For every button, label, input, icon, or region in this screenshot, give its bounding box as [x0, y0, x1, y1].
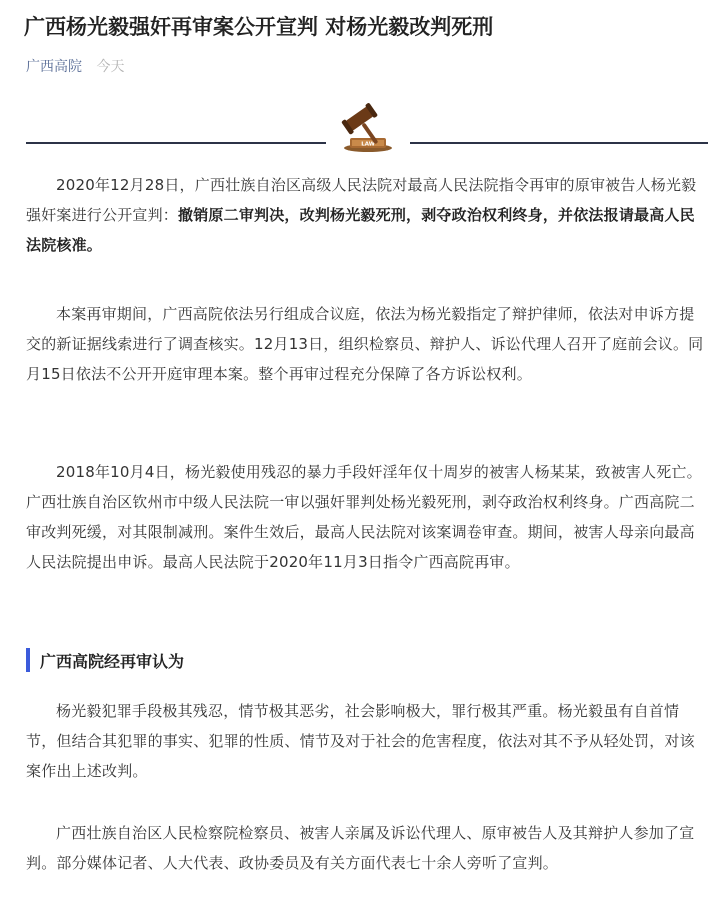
- lead-paragraph: [26, 170, 706, 260]
- body-paragraph: 本案再审期间，广西高院依法另行组成合议庭，依法为杨光毅指定了辩护律师，依法对申诉方提交的新证据线索进行了调查核实。12月13日，组织检察员、辩护人、诉讼代理人召开了庭前会议。同月15日依法不公开开庭审理本案。整个再审过程充分保障了各方诉讼权利。: [26, 305, 704, 383]
- body-paragraph: 2018年10月4日，杨光毅使用残忍的暴力手段奸淫年仅十周岁的被害人杨某某，致被害人死亡。广西壮族自治区钦州市中级人民法院一审以强奸罪判处杨光毅死刑，剥夺政治权利终身。广西高院二审改判死缓，对其限制减刑。案件生效后，最高人民法院对该案调卷审查。期间，被害人母亲向最高人民法院提出申诉。最高人民法院于2020年11月3日指令广西高院再审。: [26, 463, 702, 571]
- section-heading-text: 广西高院经再审认为: [40, 651, 185, 671]
- lead-verdict: 撤销原二审判决，改判杨光毅死刑，剥夺政治权利终身，并依法报请最高人民法院核准。: [26, 206, 695, 254]
- article-meta: [26, 56, 124, 78]
- article-title: 广西杨光毅强奸再审案公开宣判 对杨光毅改判死刑: [24, 15, 494, 39]
- law-divider: [26, 102, 708, 154]
- source-link[interactable]: 广西高院: [26, 59, 82, 75]
- law-gavel-icon: [340, 102, 396, 154]
- publish-date: 今天: [96, 59, 125, 75]
- section-heading: [26, 647, 426, 673]
- section-accent-bar: [26, 648, 30, 672]
- section-paragraph: 杨光毅犯罪手段极其残忍，情节极其恶劣，社会影响极大，罪行极其严重。杨光毅虽有自首情节，但结合其犯罪的事实、犯罪的性质、情节及对于社会的危害程度，依法对其不予从轻处罚，对该案作出上述改判。: [26, 702, 695, 780]
- lead-text: 2020年12月28日，广西壮族自治区高级人民法院对最高人民法院指令再审的原审被告人杨光毅强奸案进行公开宣判：: [26, 176, 697, 224]
- section-paragraph: 广西壮族自治区人民检察院检察员、被害人亲属及诉讼代理人、原审被告人及其辩护人参加了宣判。部分媒体记者、人大代表、政协委员及有关方面代表七十余人旁听了宣判。: [26, 824, 695, 872]
- gavel-label: LAW: [361, 141, 375, 148]
- divider-line-right: [410, 142, 708, 144]
- divider-line-left: [26, 142, 326, 144]
